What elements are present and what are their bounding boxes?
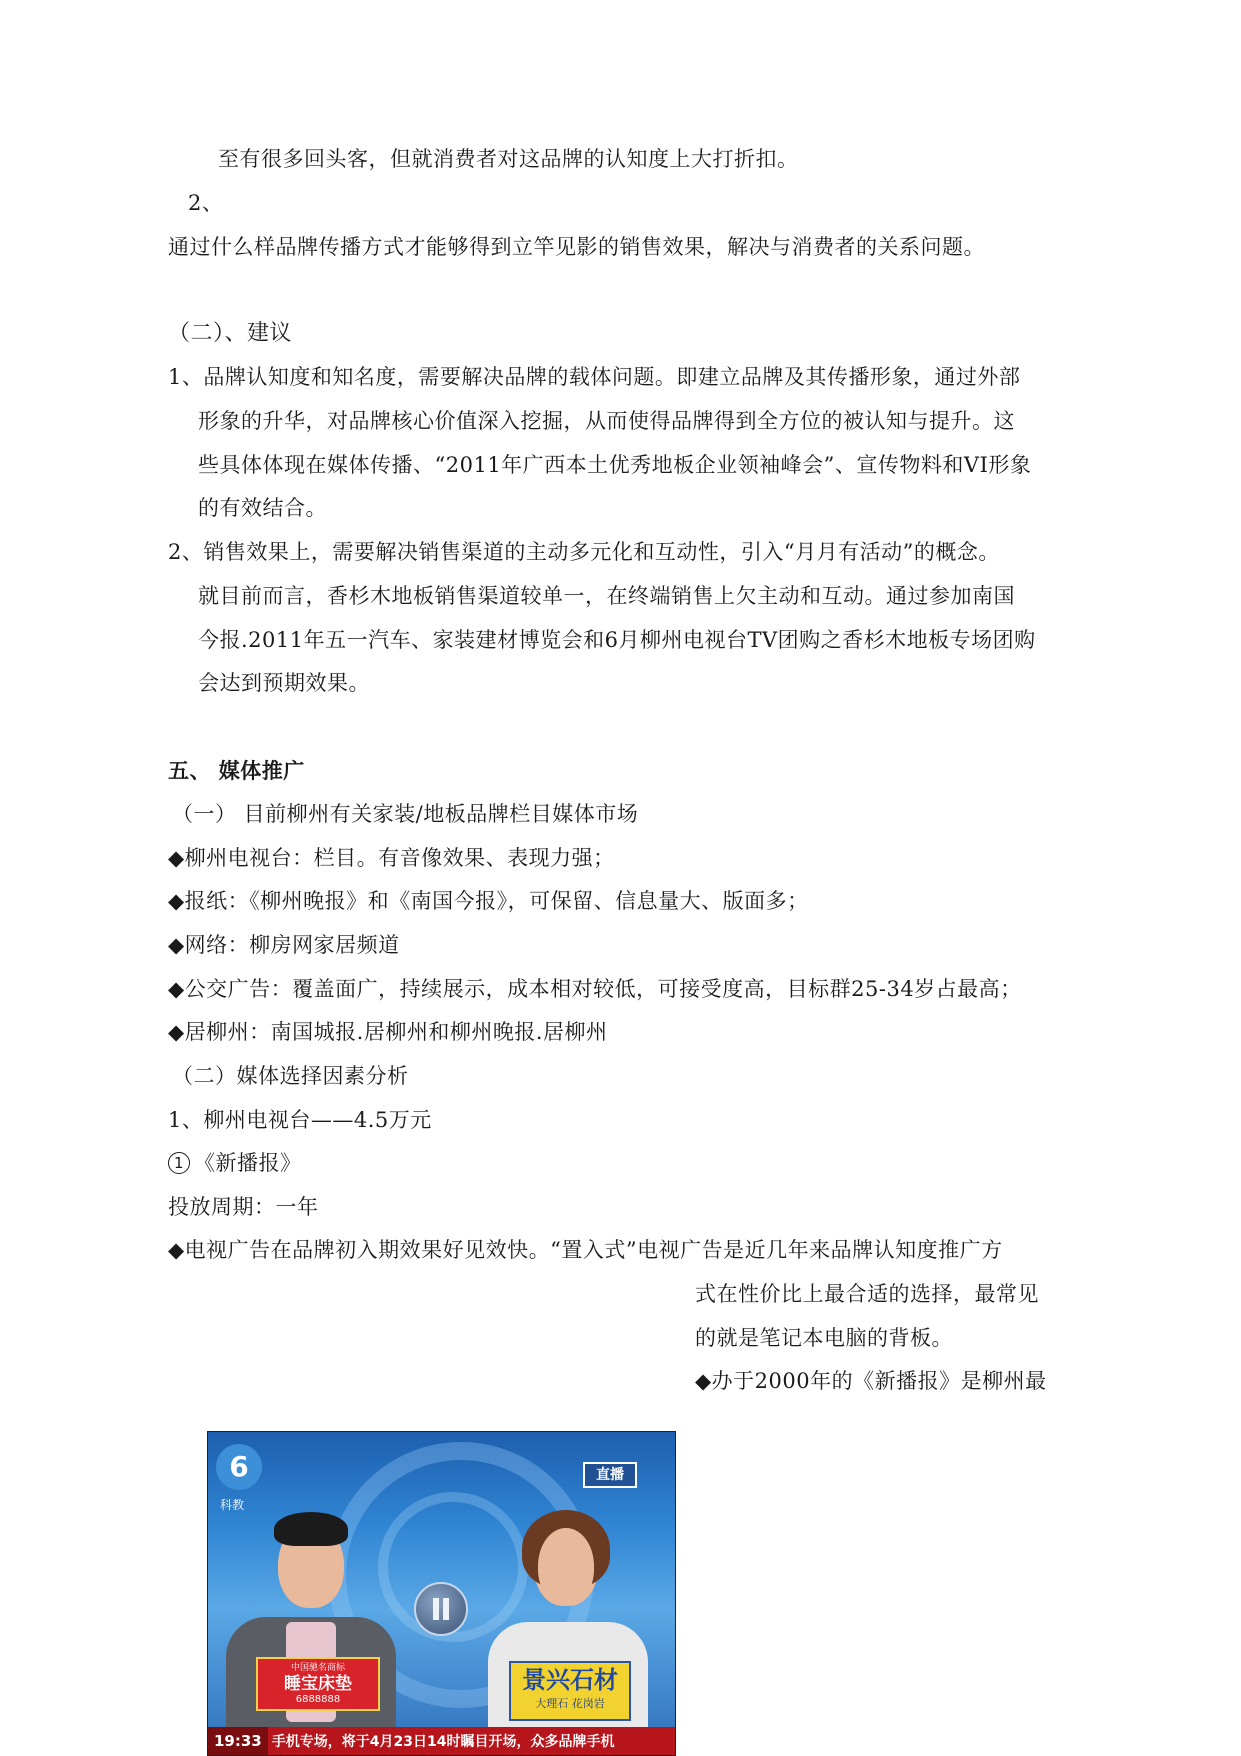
- sign-brand: 睡宝床垫: [284, 1674, 352, 1694]
- sponsor-sign-left: [256, 1657, 380, 1711]
- circled-number: 1: [168, 1152, 190, 1174]
- paragraph-line: 的就是笔记本电脑的背板。: [695, 1326, 953, 1350]
- sponsor-sign-right: [509, 1661, 631, 1721]
- paragraph-line: 就目前而言，香杉木地板销售渠道较单一，在终端销售上欠主动和互动。通过参加南国: [198, 584, 1015, 608]
- paragraph-line: 今报.2011年五一汽车、家装建材博览会和6月柳州电视台TV团购之香杉木地板专场团购: [198, 628, 1036, 652]
- sign-subtitle: 大理石 花岗岩: [535, 1697, 605, 1710]
- bullet-item: ◆居柳州：南国城报.居柳州和柳州晚报.居柳州: [168, 1020, 608, 1044]
- paragraph-line: 形象的升华，对品牌核心价值深入挖掘，从而使得品牌得到全方位的被认知与提升。这: [198, 409, 1015, 433]
- bullet-item: ◆电视广告在品牌初入期效果好见效快。“置入式”电视广告是近几年来品牌认知度推广方: [168, 1238, 1003, 1262]
- sign-tagline: 中国驰名商标: [290, 1663, 345, 1673]
- sign-brand: 景兴石材: [522, 1666, 618, 1694]
- paragraph-line: 投放周期：一年: [168, 1195, 319, 1219]
- paragraph-line: 1、品牌认知度和知名度，需要解决品牌的载体问题。即建立品牌及其传播形象，通过外部: [168, 365, 1021, 389]
- subsection-heading: （二）媒体选择因素分析: [172, 1064, 409, 1088]
- live-badge: 直播: [583, 1462, 637, 1488]
- program-name: 《新播报》: [194, 1151, 302, 1175]
- bullet-item: ◆办于2000年的《新播报》是柳州最: [695, 1369, 1047, 1393]
- list-number: 2、: [188, 191, 224, 215]
- paragraph-line: 会达到预期效果。: [198, 671, 370, 695]
- anchor-hair: [274, 1512, 348, 1546]
- paragraph-line: 1、柳州电视台——4.5万元: [168, 1108, 432, 1132]
- pause-icon: [414, 1582, 468, 1636]
- channel-logo: 6: [216, 1444, 262, 1490]
- ticker-text: 手机专场，将于4月23日14时瞩目开场，众多品牌手机: [271, 1734, 615, 1750]
- news-ticker: [208, 1727, 675, 1755]
- paragraph-line: 通过什么样品牌传播方式才能够得到立竿见影的销售效果，解决与消费者的关系问题。: [168, 235, 985, 259]
- ticker-time: 19:33: [208, 1727, 268, 1755]
- channel-name: 科教: [220, 1498, 245, 1512]
- anchor-face: [538, 1528, 594, 1604]
- paragraph-line: 至有很多回头客，但就消费者对这品牌的认知度上大打折扣。: [218, 147, 799, 171]
- bullet-item: ◆报纸：《柳州晚报》和《南国今报》，可保留、信息量大、版面多；: [168, 889, 809, 913]
- bullet-item: ◆公交广告：覆盖面广，持续展示，成本相对较低，可接受度高，目标群25-34岁占最高；: [168, 977, 1022, 1001]
- paragraph-line: 些具体体现在媒体传播、“2011年广西本土优秀地板企业领袖峰会”、宣传物料和VI形象: [198, 453, 1032, 477]
- bullet-item: ◆柳州电视台：栏目。有音像效果、表现力强；: [168, 846, 615, 870]
- bullet-item: ◆网络：柳房网家居频道: [168, 933, 400, 957]
- sign-phone: 6888888: [295, 1694, 341, 1705]
- section-heading-media: 五、 媒体推广: [168, 759, 305, 783]
- paragraph-line: 的有效结合。: [198, 496, 327, 520]
- subsection-heading: （一） 目前柳州有关家装/地板品牌栏目媒体市场: [172, 802, 639, 826]
- section-heading-suggestions: （二）、建议: [168, 321, 293, 346]
- paragraph-line: 2、销售效果上，需要解决销售渠道的主动多元化和互动性，引入“月月有活动”的概念。: [168, 540, 1000, 564]
- tv-news-screenshot: [207, 1431, 676, 1756]
- program-line: [168, 1149, 302, 1177]
- paragraph-line: 式在性价比上最合适的选择，最常见: [695, 1282, 1039, 1306]
